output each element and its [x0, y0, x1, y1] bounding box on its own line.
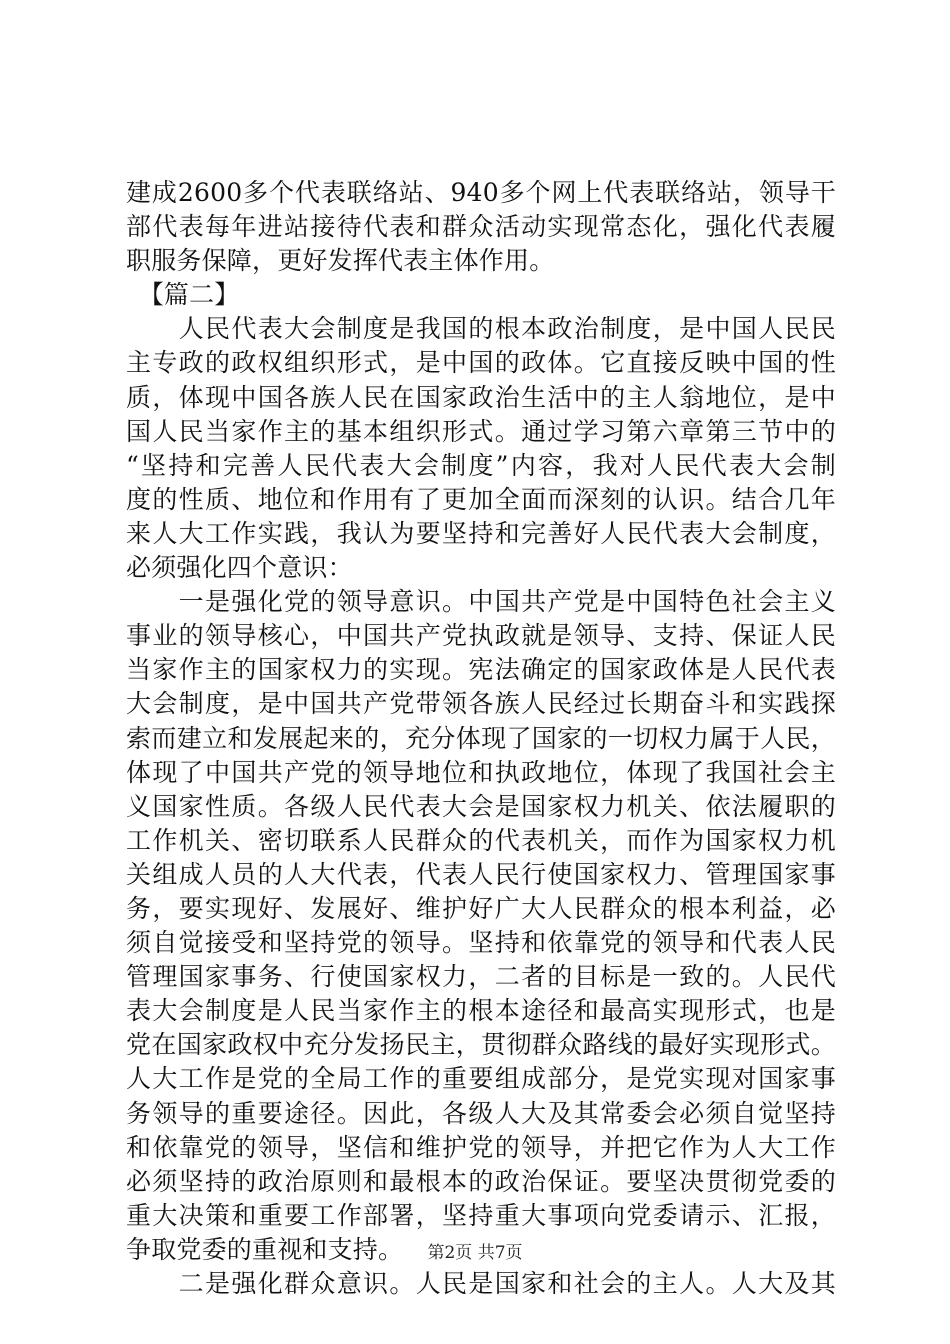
text-line: 度的性质、地位和作用有了更加全面而深刻的认识。结合几年	[126, 484, 836, 514]
text-line: 工作机关、密切联系人民群众的代表机关，而作为国家权力机	[126, 825, 836, 855]
text-line: “坚持和完善人民代表大会制度”内容，我对人民代表大会制	[126, 450, 836, 480]
page-footer: 第2页 共7页	[427, 1243, 523, 1263]
text-line: 务，要实现好、发展好、维护好广大人民群众的根本利益，必	[126, 893, 836, 923]
text-line: 人大工作是党的全局工作的重要组成部分，是党实现对国家事	[126, 1064, 836, 1094]
text-line: 关组成人员的人大代表，代表人民行使国家权力、管理国家事	[126, 859, 836, 889]
text-line: 争取党委的重视和支持。	[126, 1234, 404, 1264]
text-line: 须自觉接受和坚持党的领导。坚持和依靠党的领导和代表人民	[126, 928, 836, 958]
text-line: 和依靠党的领导，坚信和维护党的领导，并把它作为人大工作	[126, 1132, 836, 1162]
text-line: 务领导的重要途径。因此，各级人大及其常委会必须自觉坚持	[126, 1098, 836, 1128]
text-line: 索而建立和发展起来的，充分体现了国家的一切权力属于人民，	[126, 723, 836, 753]
text-line: 党在国家政权中充分发扬民主，贯彻群众路线的最好实现形式。	[126, 1030, 836, 1060]
text-line: 体现了中国共产党的领导地位和执政地位，体现了我国社会主	[126, 757, 836, 787]
text-line: 表大会制度是人民当家作主的根本途径和最高实现形式，也是	[126, 996, 836, 1026]
text-line: 大会制度，是中国共产党带领各族人民经过长期奋斗和实践探	[126, 689, 836, 719]
text-line: 国人民当家作主的基本组织形式。通过学习第六章第三节中的	[126, 416, 836, 446]
text-line: 质，体现中国各族人民在国家政治生活中的主人翁地位，是中	[126, 382, 836, 412]
text-line: 二是强化群众意识。人民是国家和社会的主人。人大及其	[126, 1269, 836, 1298]
text-line: 主专政的政权组织形式，是中国的政体。它直接反映中国的性	[126, 348, 836, 378]
text-line: 职服务保障，更好发挥代表主体作用。	[126, 246, 555, 276]
text-line: 【篇二】	[126, 280, 240, 310]
text-line: 管理国家事务、行使国家权力，二者的目标是一致的。人民代	[126, 962, 836, 992]
text-line: 人民代表大会制度是我国的根本政治制度，是中国人民民	[126, 314, 836, 344]
text-line: 建成2600多个代表联络站、940多个网上代表联络站，领导干	[126, 178, 836, 207]
text-line: 事业的领导核心，中国共产党执政就是领导、支持、保证人民	[126, 621, 836, 651]
text-line: 义国家性质。各级人民代表大会是国家权力机关、依法履职的	[126, 791, 836, 821]
document-body	[126, 176, 836, 1301]
text-line: 必须坚持的政治原则和最根本的政治保证。要坚决贯彻党委的	[126, 1166, 836, 1196]
text-line: 来人大工作实践，我认为要坚持和完善好人民代表大会制度，	[126, 518, 836, 548]
text-line: 必须强化四个意识：	[126, 553, 353, 583]
text-line: 一是强化党的领导意识。中国共产党是中国特色社会主义	[126, 587, 836, 617]
text-line: 部代表每年进站接待代表和群众活动实现常态化，强化代表履	[126, 212, 836, 242]
text-line: 重大决策和重要工作部署，坚持重大事项向党委请示、汇报，	[126, 1200, 836, 1230]
text-line: 当家作主的国家权力的实现。宪法确定的国家政体是人民代表	[126, 655, 836, 685]
